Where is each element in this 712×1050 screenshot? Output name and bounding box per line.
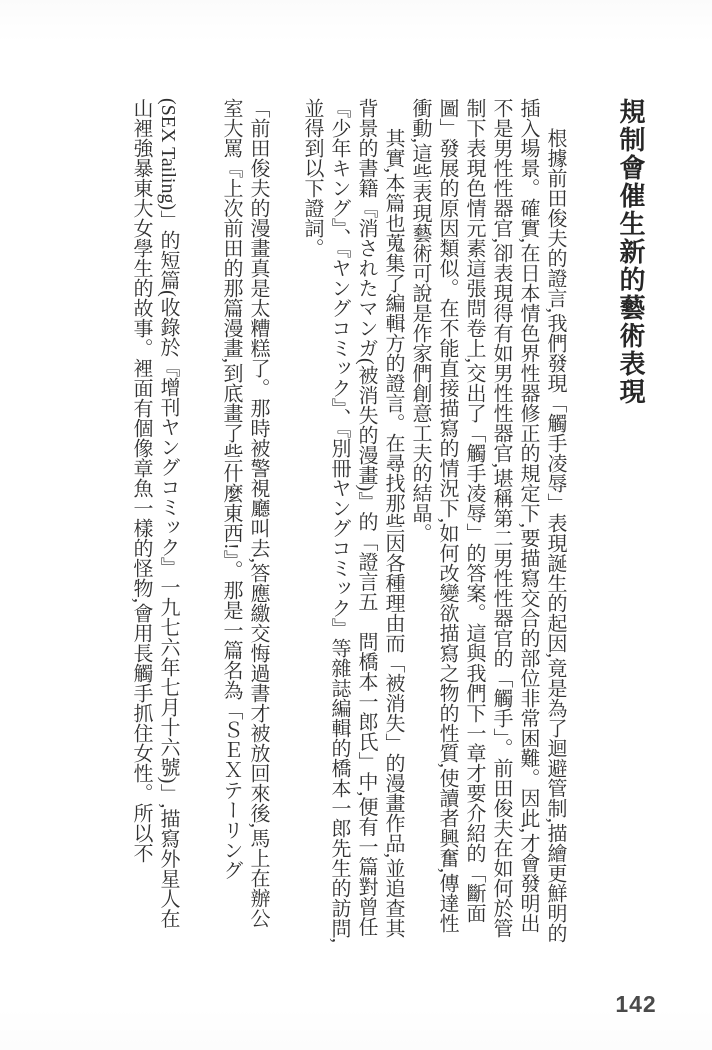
paragraph-1: 根據前田俊夫的證言,我們發現「觸手凌辱」表現誕生的起因,竟是為了迴避管制,描繪更鮮明的插入場景。確實,在日本情色界性器修正的規定下,要描寫交合的部位非常困難。因此,才會發明出不是男性性器官,卻表現得有如男性性器官,堪稱第二男性性器官的「觸手」。前田俊夫在如何於管制下表現色情元素這張問卷上,交出了「觸手凌辱」的答案。這與我們下一章才要介紹的「斷面圖」發展的原因類似。在不能直接描寫的情況下,如何改變欲描寫之物的性質,使讀者興奮,傳達性衝動,這些表現藝術可說是作家們創意工夫的結晶。 — [409, 98, 566, 943]
section-title: 規制會催生新的藝術表現 — [616, 98, 645, 406]
paragraph-2: 其實,本篇也蒐集了編輯方的證言。在尋找那些因各種理由而「被消失」的漫畫作品,並追查其背景的書籍『消されたマンガ(被消失的漫畫)』的「證言五 問橋本一郎氏」中,便有一篇對曾任『少年キング』、『ヤングコミック』、『別冊ヤングコミック』等雜誌編輯的橋本一郎先生的訪問,並得到以下證詞。 — [301, 98, 404, 943]
paragraph-3-quote-continued: (SEX Tailing)」的短篇(收錄於『增刊ヤングコミック』一九七六年七月十六號)」,描寫外星人在山裡強暴東大女學生的故事。裡面有個像章魚一樣的怪物,會用長觸手抓住女性。所以不 — [130, 98, 179, 929]
page-number: 142 — [615, 991, 657, 1017]
paragraph-3-quote-start: 「前田俊夫的漫畫真是太糟糕了。那時被警視廳叫去,答應繳交悔過書才被放回來後,馬上在辦公室大罵『上次前田的那篇漫畫,到底畫了些什麼東西!』。那是一篇名為「ＳＥＸテーリング — [220, 98, 269, 928]
page-content — [94, 98, 650, 946]
